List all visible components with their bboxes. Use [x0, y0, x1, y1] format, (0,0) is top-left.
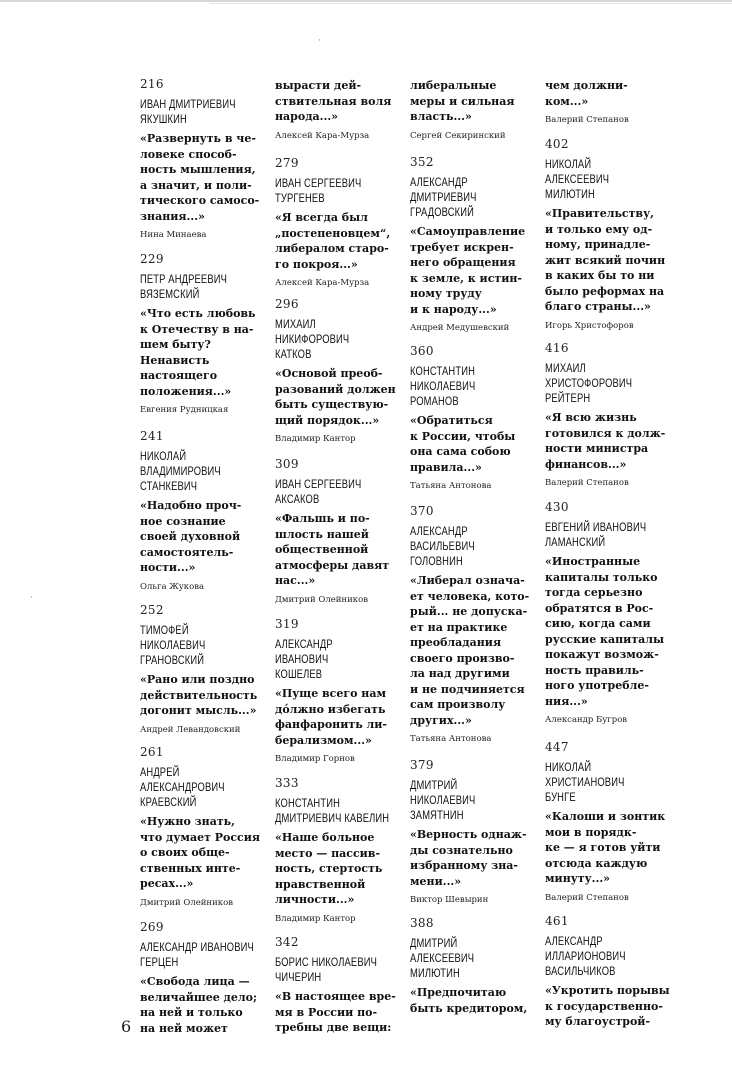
- entry-author: Евгения Рудницкая: [140, 405, 229, 415]
- entry-author: Владимир Кантор: [275, 434, 356, 444]
- page-top-border: [0, 0, 732, 2]
- entry-page-number: 370: [410, 504, 434, 518]
- entry-page-number: 430: [545, 500, 569, 514]
- entry-author: Владимир Кантор: [275, 913, 356, 924]
- entry-person-name: АЛЕКСАНДР ДМИТРИЕВИЧ ГРАДОВСКИЙ: [410, 175, 477, 219]
- entry-person-name: КОНСТАНТИН НИКОЛАЕВИЧ РОМАНОВ: [410, 364, 476, 408]
- entry-quote: «Надобно проч- ное сознание своей духовной самостоятель- ности...»: [140, 499, 242, 574]
- entry-quote: чем должни- ком...»: [545, 79, 628, 108]
- entry-page-number: 269: [140, 920, 164, 934]
- entry-page-number: 360: [410, 344, 434, 358]
- entry-quote: «Фальшь и по- шлость нашей общественной атмосферы давят нас...»: [275, 512, 390, 587]
- entry-person-name: МИХАИЛ НИКИФОРОВИЧ КАТКОВ: [275, 317, 350, 361]
- entry-author: Дмитрий Олейников: [275, 594, 368, 605]
- entry-author: Алексей Кара-Мурза: [275, 278, 370, 288]
- entry-author: Татьяна Антонова: [410, 734, 492, 744]
- entry-quote: «Основой преоб- разований должен быть существую- щий порядок...»: [275, 367, 396, 427]
- toc-entry[interactable]: [545, 915, 677, 1030]
- entry-person-name: АЛЕКСАНДР ИВАНОВИЧ ГЕРЦЕН: [140, 940, 254, 969]
- toc-entry[interactable]: [275, 777, 407, 925]
- entry-page-number: 402: [545, 137, 569, 151]
- page-top-border-inner: [210, 3, 732, 4]
- entry-person-name: ДМИТРИЙ АЛЕКСЕЕВИЧ МИЛЮТИН: [410, 936, 475, 980]
- toc-entry[interactable]: [275, 157, 407, 289]
- entry-author: Валерий Степанов: [545, 115, 629, 125]
- entry-quote: «Развернуть в че- ловеке способ- ность мышления, а значит, и поли- тического самосо- знания...»: [140, 132, 260, 223]
- entry-author: Валерий Степанов: [545, 892, 629, 903]
- entry-page-number: 279: [275, 156, 299, 170]
- entry-author: Татьяна Антонова: [410, 481, 492, 491]
- entry-page-number: 352: [410, 155, 434, 169]
- toc-entry-continuation: [545, 78, 677, 126]
- entry-author: Нина Минаева: [140, 230, 207, 240]
- entry-quote: «Нужно знать, что думает Россия о своих обще- ственных инте- ресах...»: [140, 815, 261, 890]
- entry-page-number: 333: [275, 776, 299, 790]
- entry-page-number: 252: [140, 603, 164, 617]
- entry-person-name: ИВАН СЕРГЕЕВИЧ АКСАКОВ: [275, 477, 362, 506]
- entry-person-name: ПЕТР АНДРЕЕВИЧ ВЯЗЕМСКИЙ: [140, 272, 228, 301]
- entry-quote: «Верность однаж- ды сознательно избранному зна- мени...»: [410, 828, 527, 888]
- entry-page-number: 416: [545, 341, 569, 355]
- entry-quote: вырасти дей- ствительная воля народа...»: [275, 79, 392, 123]
- toc-entry[interactable]: [410, 156, 542, 334]
- entry-page-number: 309: [275, 457, 299, 471]
- entry-quote: «Обратиться к России, чтобы она сама собою правила...»: [410, 414, 516, 474]
- print-speck: ·: [318, 36, 321, 46]
- entry-quote: «Рано или поздно действительность догонит мысль...»: [140, 673, 258, 717]
- entry-person-name: КОНСТАНТИН ДМИТРИЕВИЧ КАВЕЛИН: [275, 796, 390, 825]
- entry-page-number: 319: [275, 617, 299, 631]
- entry-author: Александр Бугров: [545, 715, 628, 725]
- entry-quote: «Свобода лица — величайшее дело; на ней и только на ней может: [140, 975, 258, 1035]
- entry-quote: «Пуще всего нам дóлжно избегать фанфаронить ли- берализмом...»: [275, 687, 387, 747]
- toc-entry[interactable]: [140, 430, 272, 593]
- entry-page-number: 229: [140, 252, 164, 266]
- toc-entry[interactable]: [275, 618, 407, 765]
- entry-person-name: БОРИС НИКОЛАЕВИЧ ЧИЧЕРИН: [275, 955, 377, 984]
- entry-author: Сергей Секиринский: [410, 130, 506, 141]
- entry-person-name: АЛЕКСАНДР ВАСИЛЬЕВИЧ ГОЛОВНИН: [410, 524, 475, 568]
- toc-entry-continuation: [275, 78, 407, 142]
- entry-person-name: НИКОЛАЙ ХРИСТИАНОВИЧ БУНГЕ: [545, 760, 625, 804]
- entry-quote: «Я всю жизнь готовился к долж- ности министра финансов...»: [545, 411, 666, 471]
- toc-entry[interactable]: [410, 759, 542, 906]
- entry-author: Виктор Шевырин: [410, 895, 489, 905]
- entry-page-number: 342: [275, 935, 299, 949]
- entry-author: Валерий Степанов: [545, 478, 629, 488]
- entry-quote: «Я всегда был „постепеновцем“, либералом старо- го покроя...»: [275, 211, 391, 271]
- entry-page-number: 388: [410, 916, 434, 930]
- entry-quote: либеральные меры и сильная власть...»: [410, 79, 515, 123]
- toc-entry[interactable]: [140, 921, 272, 1036]
- entry-page-number: 261: [140, 745, 164, 759]
- entry-quote: «Правительству, и только ему од- ному, принадле- жит всякий почин в каких бы то ни было реформах на благо страны...»: [545, 207, 666, 313]
- toc-entry[interactable]: [410, 345, 542, 492]
- toc-entry[interactable]: [545, 501, 677, 726]
- toc-entry[interactable]: [275, 458, 407, 606]
- entry-person-name: АНДРЕЙ АЛЕКСАНДРОВИЧ КРАЕВСКИЙ: [140, 765, 225, 809]
- entry-quote: «Калоши и зонтик мои в порядк- ке — я готов уйти отсюда каждую минуту...»: [545, 810, 666, 885]
- entry-author: Алексей Кара-Мурза: [275, 130, 370, 141]
- entry-quote: «В настоящее вре- мя в России по- требны две вещи:: [275, 990, 396, 1034]
- entry-quote: «Самоуправление требует искрен- него обращения к земле, к истин- ному труду и к народу...»: [410, 225, 526, 316]
- entry-person-name: ИВАН СЕРГЕЕВИЧ ТУРГЕНЕВ: [275, 176, 362, 205]
- entry-page-number: 379: [410, 758, 434, 772]
- toc-entry[interactable]: [275, 936, 407, 1036]
- toc-entry-continuation: [410, 78, 542, 142]
- toc-entry[interactable]: [545, 138, 677, 332]
- entry-author: Андрей Левандовский: [140, 724, 241, 735]
- entry-quote: «Иностранные капиталы только тогда серьезно обратятся в Рос- сию, когда сами русские капиталы покажут возмож- ность правиль- ного употребле- ния...»: [545, 555, 665, 708]
- entry-person-name: МИХАИЛ ХРИСТОФОРОВИЧ РЕЙТЕРН: [545, 361, 633, 405]
- toc-entry[interactable]: [140, 746, 272, 909]
- entry-page-number: 296: [275, 297, 299, 311]
- toc-entry[interactable]: [140, 253, 272, 416]
- entry-quote: «Предпочитаю быть кредитором,: [410, 986, 528, 1015]
- entry-author: Дмитрий Олейников: [140, 897, 233, 908]
- toc-entry[interactable]: [410, 917, 542, 1016]
- toc-entry[interactable]: [140, 604, 272, 736]
- page-number: 6: [121, 1017, 132, 1036]
- entry-author: Ольга Жукова: [140, 581, 205, 592]
- entry-author: Андрей Медушевский: [410, 323, 510, 333]
- print-speck: ·: [30, 593, 33, 603]
- toc-entry[interactable]: [545, 741, 677, 904]
- entry-quote: «Либерал означа- ет человека, кото- рый... не допуска- ет на практике преобладания своего произво- ла над другими и не подчиняется сам произволу других...»: [410, 574, 530, 727]
- entry-quote: «Укротить порывы к государственно- му благоустрой-: [545, 984, 670, 1028]
- toc-entry[interactable]: [545, 342, 677, 489]
- entry-person-name: НИКОЛАЙ АЛЕКСЕЕВИЧ МИЛЮТИН: [545, 157, 610, 201]
- toc-entry[interactable]: [275, 298, 407, 445]
- entry-person-name: ЕВГЕНИЙ ИВАНОВИЧ ЛАМАНСКИЙ: [545, 520, 647, 549]
- entry-person-name: АЛЕКСАНДР ИЛЛАРИОНОВИЧ ВАСИЛЬЧИКОВ: [545, 934, 626, 978]
- entry-person-name: ИВАН ДМИТРИЕВИЧ ЯКУШКИН: [140, 97, 236, 126]
- entry-quote: «Что есть любовь к Отечеству в на- шем быту? Ненависть настоящего положения...»: [140, 307, 256, 398]
- entry-person-name: НИКОЛАЙ ВЛАДИМИРОВИЧ СТАНКЕВИЧ: [140, 449, 221, 493]
- entry-person-name: ДМИТРИЙ НИКОЛАЕВИЧ ЗАМЯТНИН: [410, 778, 476, 822]
- entry-quote: «Наше больное место — пассив- ность, стертость нравственной личности...»: [275, 831, 383, 906]
- toc-entry[interactable]: [140, 78, 272, 241]
- entry-person-name: ТИМОФЕЙ НИКОЛАЕВИЧ ГРАНОВСКИЙ: [140, 623, 206, 667]
- entry-page-number: 461: [545, 914, 569, 928]
- entry-page-number: 241: [140, 429, 164, 443]
- entry-page-number: 447: [545, 740, 569, 754]
- entry-person-name: АЛЕКСАНДР ИВАНОВИЧ КОШЕЛЕВ: [275, 637, 333, 681]
- entry-author: Игорь Христофоров: [545, 320, 634, 331]
- toc-entry[interactable]: [410, 505, 542, 745]
- entry-page-number: 216: [140, 77, 164, 91]
- entry-author: Владимир Горнов: [275, 754, 355, 764]
